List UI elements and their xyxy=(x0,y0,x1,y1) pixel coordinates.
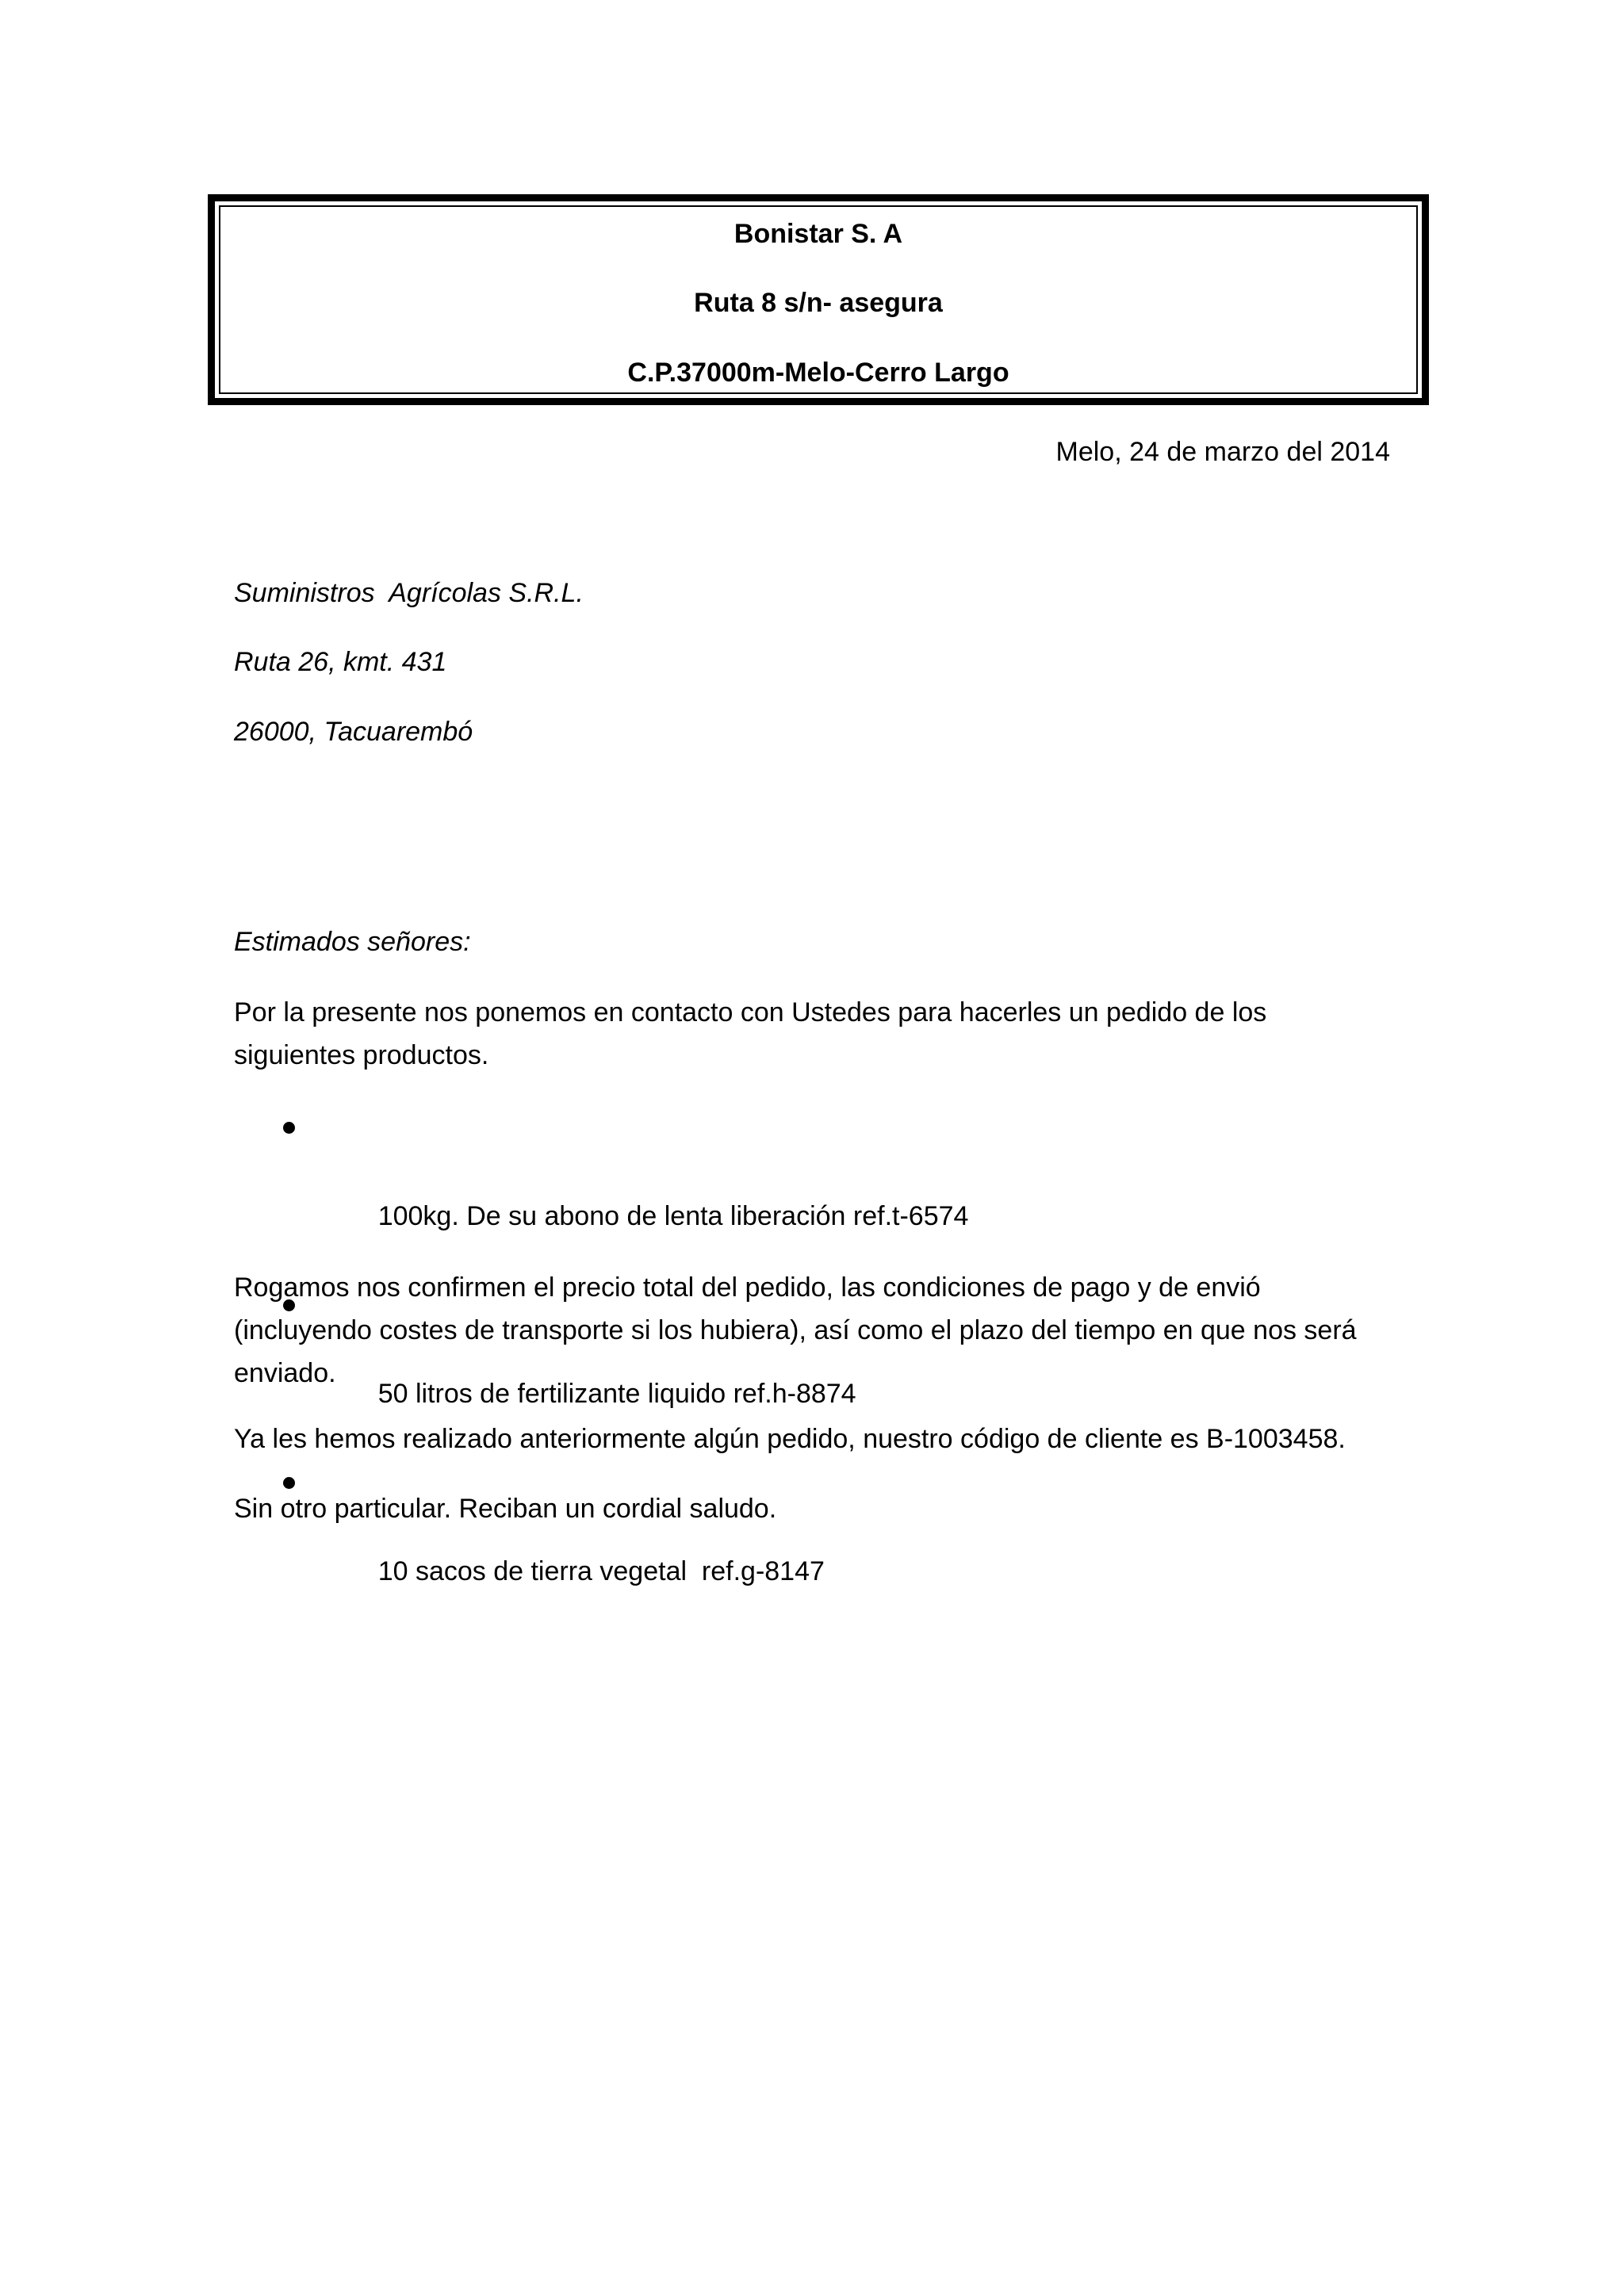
list-item xyxy=(234,1105,968,1283)
letter-date: Melo, 24 de marzo del 2014 xyxy=(1055,437,1390,467)
intro-paragraph: Por la presente nos ponemos en contacto con Ustedes para hacerles un pedido de los siguientes productos. xyxy=(234,997,1267,1070)
bullet-icon xyxy=(283,1122,295,1134)
letterhead-inner-border xyxy=(219,205,1418,394)
request-paragraph: Rogamos nos confirmen el precio total del pedido, las condiciones de pago y de envió (incluyendo costes de transporte si los hubiera), así como el plazo del tiempo en que nos será enviado. xyxy=(234,1272,1357,1388)
recipient-name: Suministros Agrícolas S.R.L. xyxy=(234,578,584,608)
product-text: 50 litros de fertilizante liquido ref.h-8874 xyxy=(377,1379,856,1409)
company-name: Bonistar S. A xyxy=(733,219,903,249)
product-text: 10 sacos de tierra vegetal ref.g-8147 xyxy=(377,1556,825,1586)
salutation: Estimados señores: xyxy=(234,927,471,957)
closing-paragraph: Sin otro particular. Reciban un cordial saludo. xyxy=(234,1494,777,1524)
recipient-address: Ruta 26, kmt. 431 xyxy=(234,647,447,677)
recipient-city: 26000, Tacuarembó xyxy=(234,717,473,747)
product-text: 100kg. De su abono de lenta liberación ref.t-6574 xyxy=(377,1201,969,1231)
company-postal: C.P.37000m-Melo-Cerro Largo xyxy=(627,358,1009,388)
company-address: Ruta 8 s/n- asegura xyxy=(694,288,943,318)
letterhead-box xyxy=(208,194,1429,405)
client-note-paragraph: Ya les hemos realizado anteriormente algún pedido, nuestro código de cliente es B-1003458. xyxy=(234,1424,1346,1454)
